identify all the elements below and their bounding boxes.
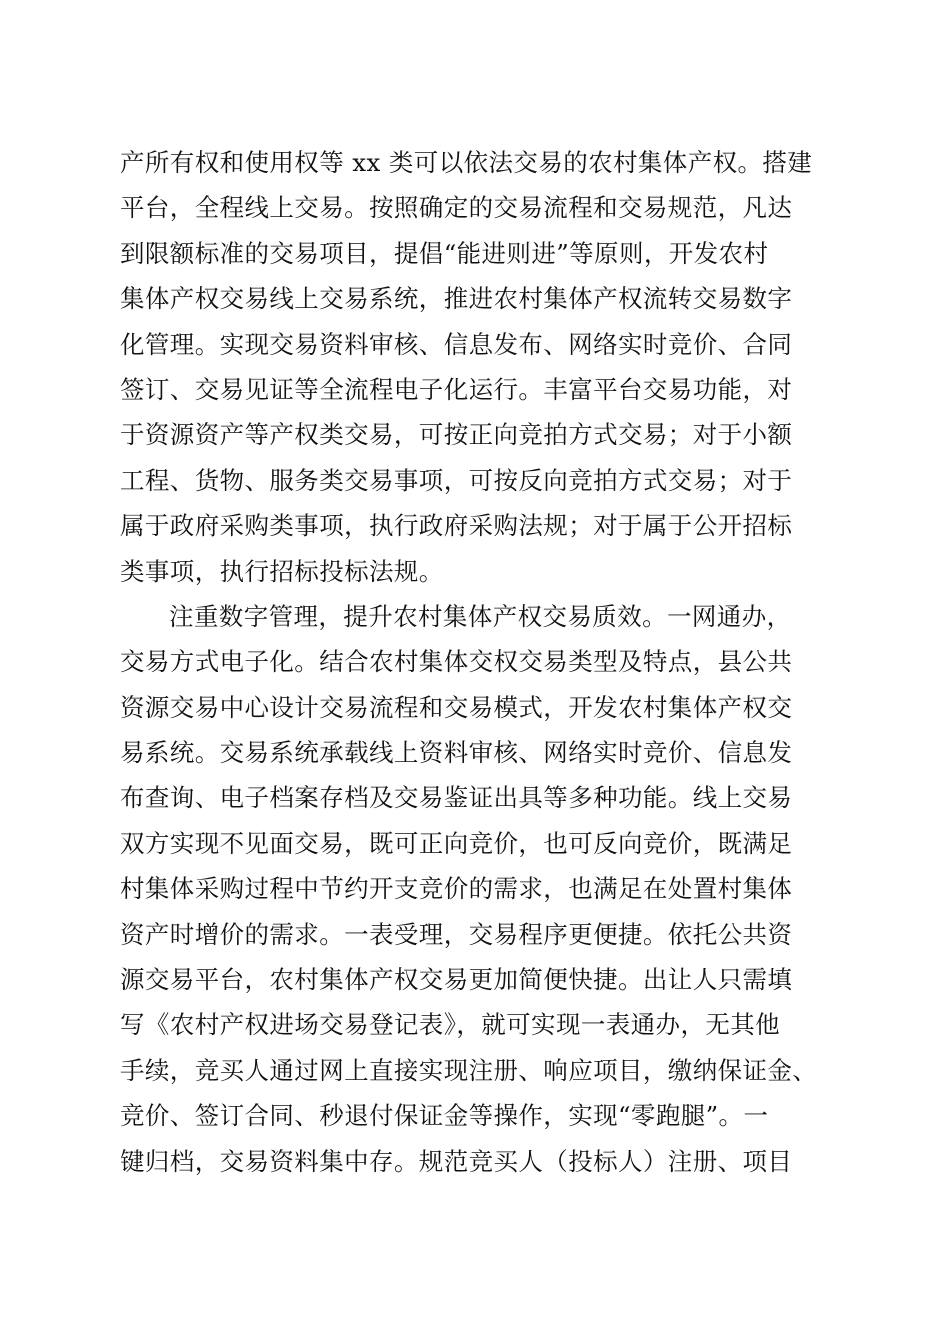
text-line: 产所有权和使用权等 xx 类可以依法交易的农村集体产权。搭建 bbox=[120, 148, 813, 177]
text-line: 于资源资产等产权类交易，可按正向竞拍方式交易；对于小额 bbox=[120, 420, 793, 450]
text-line: 资源交易中心设计交易流程和交易模式，开发农村集体产权交 bbox=[120, 692, 793, 722]
paragraph-2 bbox=[120, 594, 840, 1184]
text-line: 竞价、签订合同、秒退付保证金等操作，实现“零跑腿”。一 bbox=[120, 1101, 769, 1131]
text-line: 双方实现不见面交易，既可正向竞价，也可反向竞价，既满足 bbox=[120, 828, 793, 858]
text-line: 属于政府采购类事项，执行政府采购法规；对于属于公开招标 bbox=[120, 511, 793, 541]
text-line: 化管理。实现交易资料审核、信息发布、网络实时竞价、合同 bbox=[120, 329, 793, 359]
text-line: 易系统。交易系统承载线上资料审核、网络实时竞价、信息发 bbox=[120, 738, 793, 768]
text-line: 平台，全程线上交易。按照确定的交易流程和交易规范，凡达 bbox=[120, 193, 793, 223]
text-line: 源交易平台，农村集体产权交易更加简便快捷。出让人只需填 bbox=[120, 965, 793, 995]
text-line: 注重数字管理，提升农村集体产权交易质效。一网通办， bbox=[169, 601, 792, 631]
text-line: 到限额标准的交易项目，提倡“能进则进”等原则，开发农村 bbox=[120, 238, 769, 268]
text-line: 工程、货物、服务类交易事项，可按反向竞拍方式交易；对于 bbox=[120, 465, 793, 495]
text-line: 布查询、电子档案存档及交易鉴证出具等多种功能。线上交易 bbox=[120, 783, 793, 813]
text-line: 手续，竞买人通过网上直接实现注册、响应项目，缴纳保证金、 bbox=[120, 1055, 818, 1085]
text-line: 写《农村产权进场交易登记表》，就可实现一表通办，无其他 bbox=[120, 1010, 781, 1040]
text-line: 签订、交易见证等全流程电子化运行。丰富平台交易功能，对 bbox=[120, 374, 793, 404]
text-line: 类事项，执行招标投标法规。 bbox=[120, 556, 444, 586]
text-line: 资产时增价的需求。一表受理，交易程序更便捷。依托公共资 bbox=[120, 919, 793, 949]
paragraph-1 bbox=[120, 140, 840, 594]
text-line: 村集体采购过程中节约开支竞价的需求，也满足在处置村集体 bbox=[120, 874, 793, 904]
text-line: 交易方式电子化。结合农村集体交权交易类型及特点，县公共 bbox=[120, 647, 793, 677]
body-text bbox=[120, 140, 840, 1184]
text-line: 键归档，交易资料集中存。规范竞买人（投标人）注册、项目 bbox=[120, 1146, 793, 1176]
text-line: 集体产权交易线上交易系统，推进农村集体产权流转交易数字 bbox=[120, 284, 793, 314]
